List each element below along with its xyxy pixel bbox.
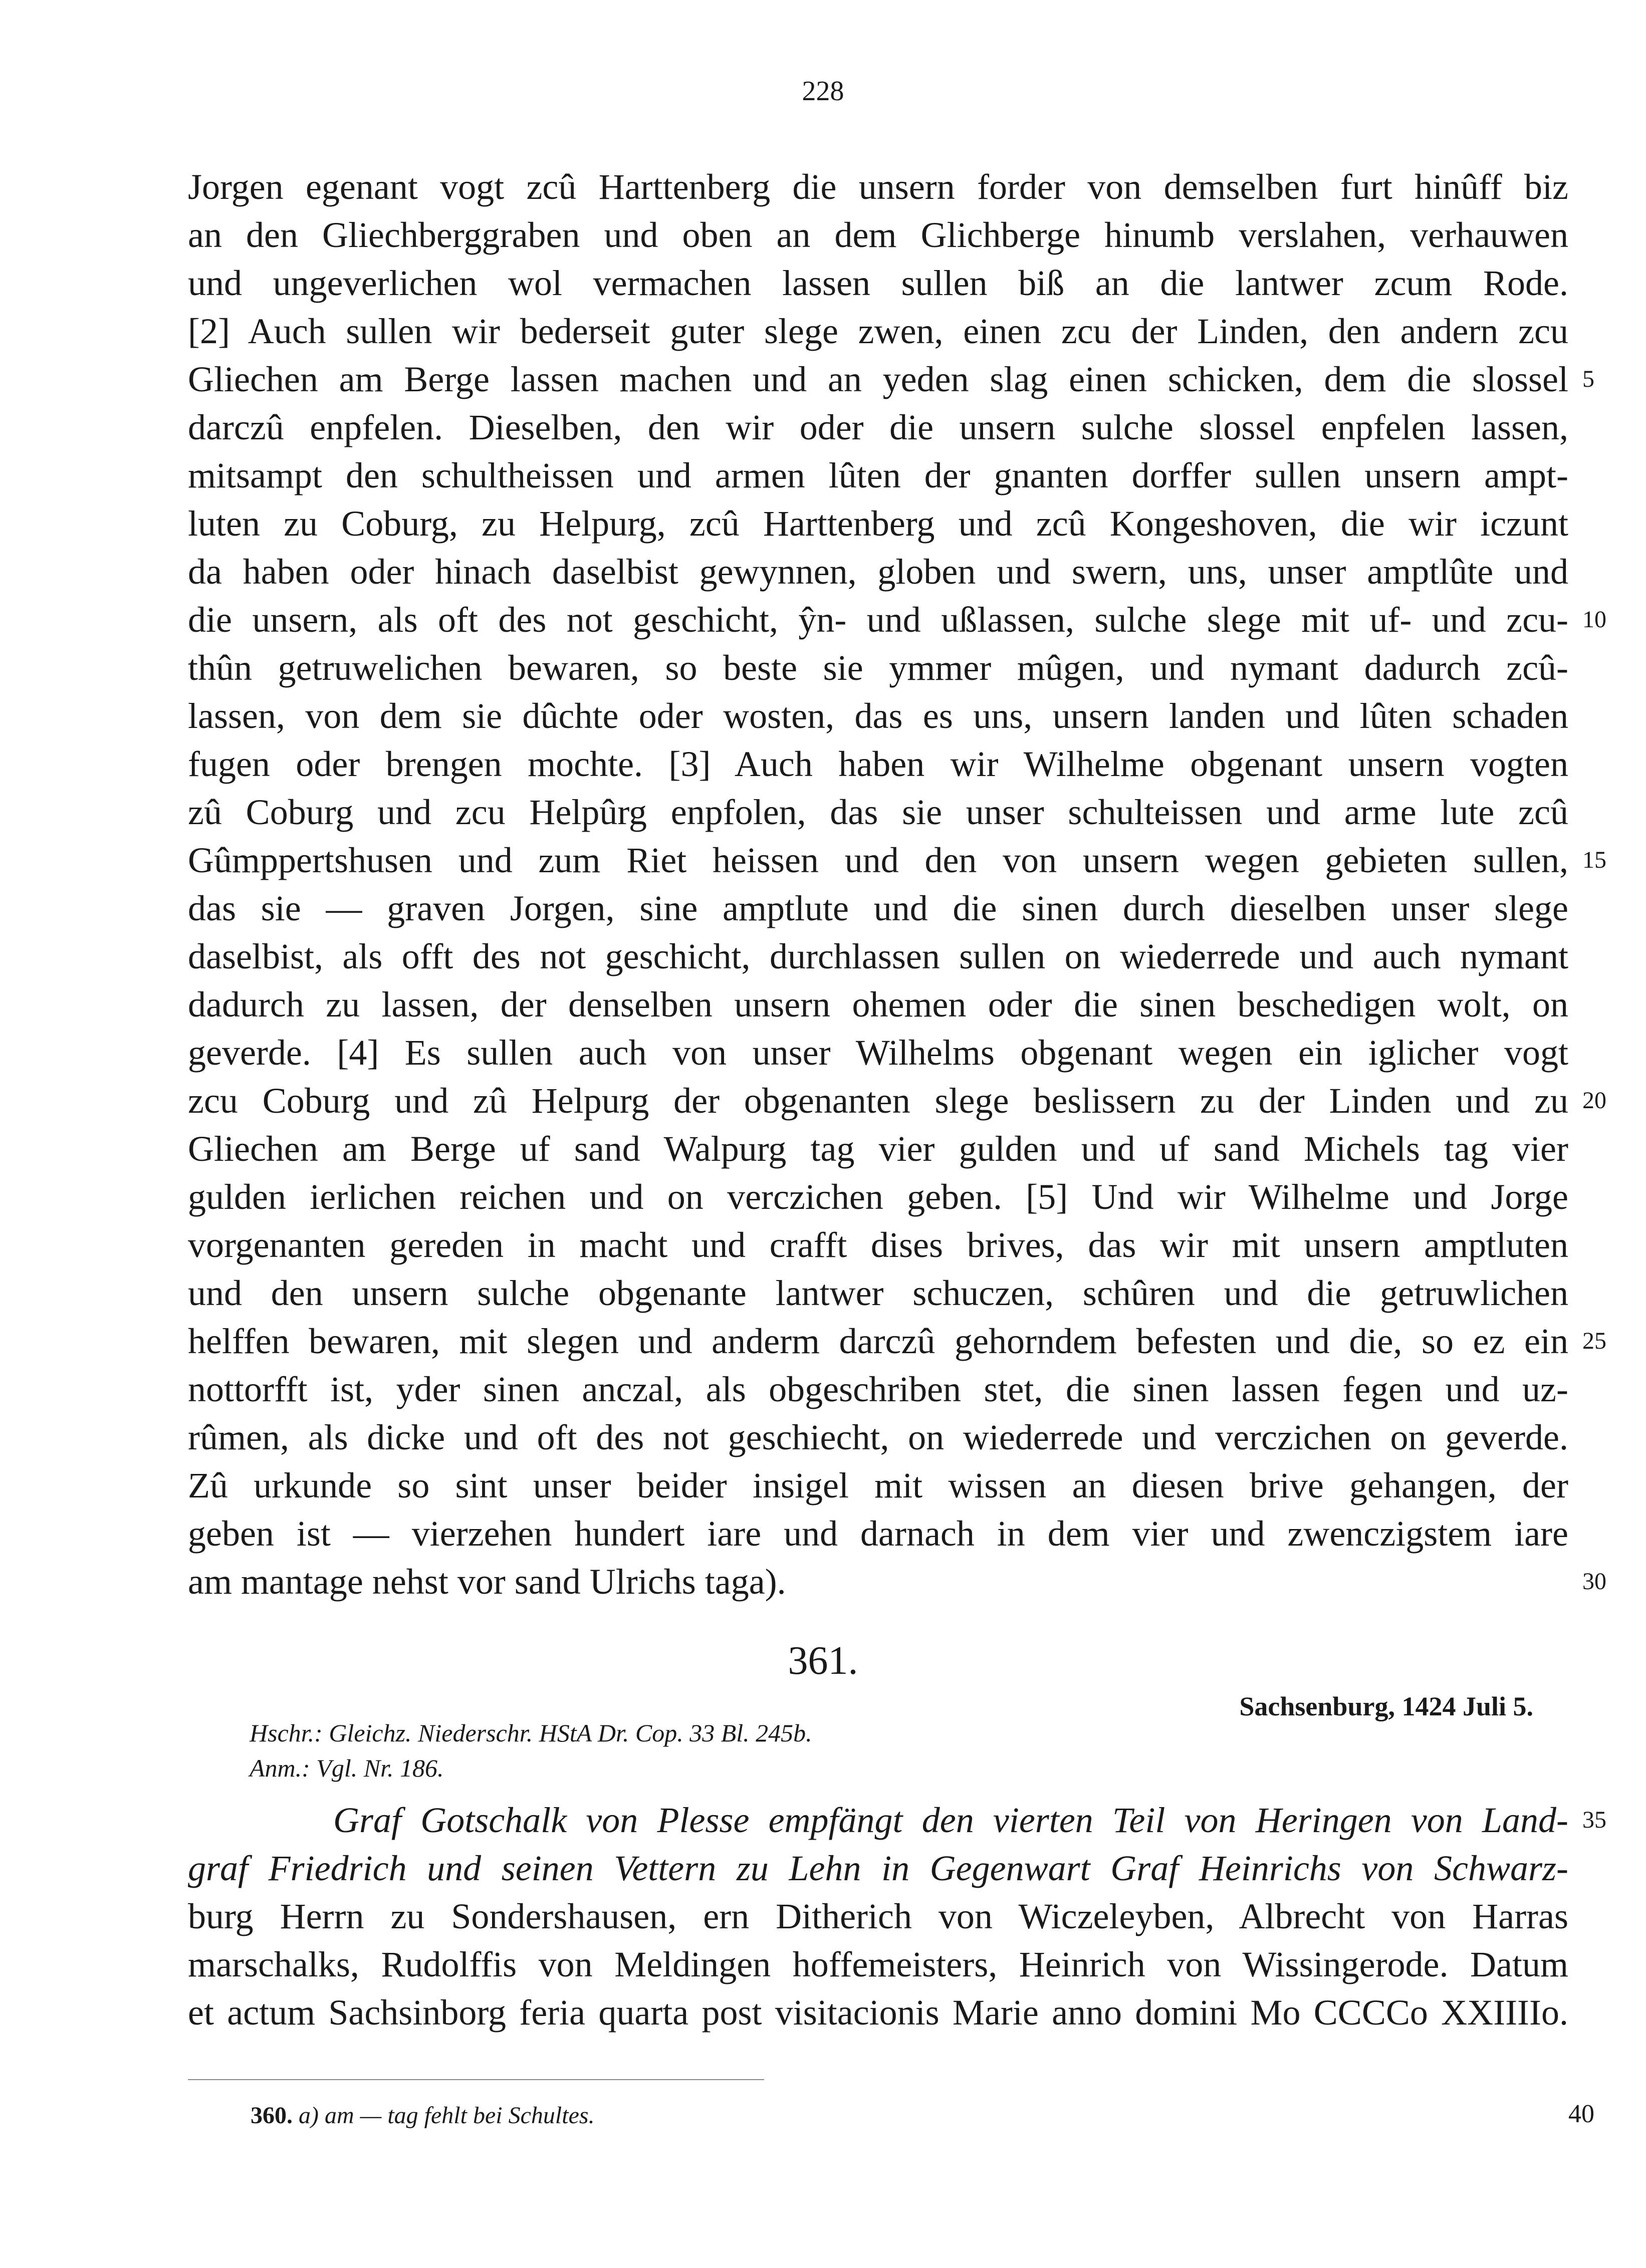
page-number: 228 — [802, 76, 844, 107]
text-line: luten zu Coburg, zu Helpurg, zcû Harttenberg und zcû Kongeshoven, die wir iczunt — [188, 503, 1568, 544]
text-line: zcu Coburg und zû Helpurg der obgenanten slege beslissern zu der Linden und zu — [188, 1081, 1568, 1121]
text-line: und den unsern sulche obgenante lantwer schuczen, schûren und die getruwlichen — [188, 1273, 1568, 1313]
text-line: Gliechen am Berge lassen machen und an yeden slag einen schicken, dem die slossel — [188, 359, 1568, 399]
text-line: Gliechen am Berge uf sand Walpurg tag vier gulden und uf sand Michels tag vier — [188, 1129, 1568, 1169]
footnote-rule — [188, 2079, 764, 2080]
text-line: geben ist — vierzehen hundert iare und darnach in dem vier und zwenczigstem iare — [188, 1514, 1568, 1554]
regest-line: marschalks, Rudolffis von Meldingen hoffemeisters, Heinrich von Wissingerode. Datum — [188, 1944, 1568, 1984]
place-date: Sachsenburg, 1424 Juli 5. — [1239, 1691, 1533, 1721]
footnote — [251, 2102, 595, 2129]
line-number: 35 — [1582, 1807, 1606, 1833]
line-number: 20 — [1582, 1087, 1606, 1114]
regest-line: et actum Sachsinborg feria quarta post visitacionis Marie anno domini Mo CCCCo XXIIIIo. — [188, 1992, 1568, 2033]
text-line: lassen, von dem sie dûchte oder wosten, das es uns, unsern landen und lûten schaden — [188, 696, 1568, 736]
text-line: geverde. [4] Es sullen auch von unser Wilhelms obgenant wegen ein iglicher vogt — [188, 1033, 1568, 1073]
text-line: und ungeverlichen wol vermachen lassen sullen biß an die lantwer zcum Rode. — [188, 263, 1568, 303]
text-line: das sie — graven Jorgen, sine amptlute und die sinen durch dieselben unser slege — [188, 888, 1568, 928]
remark-note: Anm.: Vgl. Nr. 186. — [250, 1754, 444, 1782]
text-line: darczû enpfelen. Dieselben, den wir oder die unsern sulche slossel enpfelen lassen, — [188, 407, 1568, 447]
regest-line: Graf Gotschalk von Plesse empfängt den vierten Teil von Heringen von Land- — [333, 1800, 1568, 1840]
line-number: 10 — [1582, 606, 1606, 633]
text-line: daselbist, als offt des not geschicht, durchlassen sullen on wiederrede und auch nymant — [188, 936, 1568, 976]
regest-line: burg Herrn zu Sondershausen, ern Ditherich von Wiczeleyben, Albrecht von Harras — [188, 1896, 1568, 1936]
text-line: fugen oder brengen mochte. [3] Auch haben wir Wilhelme obgenant unsern vogten — [188, 744, 1568, 784]
text-line: Jorgen egenant vogt zcû Harttenberg die unsern forder von demselben furt hinûff biz — [188, 167, 1568, 207]
line-number: 25 — [1582, 1328, 1606, 1354]
text-line: [2] Auch sullen wir bederseit guter slege zwen, einen zcu der Linden, den andern zcu — [188, 311, 1568, 351]
line-number: 15 — [1582, 847, 1606, 873]
text-line: vorgenanten gereden in macht und crafft dises brives, das wir mit unsern amptluten — [188, 1225, 1568, 1265]
text-line: nottorfft ist, yder sinen anczal, als obgeschriben stet, die sinen lassen fegen und uz- — [188, 1369, 1568, 1409]
source-note: Hschr.: Gleichz. Niederschr. HStA Dr. Cop. 33 Bl. 245b. — [250, 1719, 812, 1747]
text-line: an den Gliechberggraben und oben an dem Glichberge hinumb verslahen, verhauwen — [188, 215, 1568, 255]
text-line: Zû urkunde so sint unser beider insigel mit wissen an diesen brive gehangen, der — [188, 1465, 1568, 1505]
text-line: zû Coburg und zcu Helpûrg enpfolen, das sie unser schulteissen und arme lute zcû — [188, 792, 1568, 832]
footnote-marker: 360. — [251, 2102, 293, 2129]
text-line: rûmen, als dicke und oft des not geschiecht, on wiederrede und verczichen on geverde. — [188, 1417, 1568, 1457]
footnote-line-number: 40 — [1568, 2100, 1594, 2128]
text-line: am mantage nehst vor sand Ulrichs taga). — [188, 1562, 786, 1602]
text-line: thûn getruwelichen bewaren, so beste sie ymmer mûgen, und nymant dadurch zcû- — [188, 648, 1568, 688]
regest-line: graf Friedrich und seinen Vettern zu Lehn in Gegenwart Graf Heinrichs von Schwarz- — [188, 1848, 1568, 1888]
line-number: 30 — [1582, 1568, 1606, 1595]
line-number: 5 — [1582, 366, 1594, 392]
text-line: helffen bewaren, mit slegen und anderm darczû gehorndem befesten und die, so ez ein — [188, 1321, 1568, 1361]
document-number: 361. — [788, 1639, 858, 1683]
text-line: da haben oder hinach daselbist gewynnen, globen und swern, uns, unser amptlûte und — [188, 552, 1568, 592]
text-line: dadurch zu lassen, der denselben unsern ohemen oder die sinen beschedigen wolt, on — [188, 984, 1568, 1025]
text-line: die unsern, als oft des not geschicht, ŷn- und ußlassen, sulche slege mit uf- und zcu- — [188, 600, 1568, 640]
text-line: mitsampt den schultheissen und armen lûten der gnanten dorffer sullen unsern ampt- — [188, 455, 1568, 495]
footnote-text: a) am — tag fehlt bei Schultes. — [299, 2102, 595, 2129]
text-line: gulden ierlichen reichen und on verczichen geben. [5] Und wir Wilhelme und Jorge — [188, 1177, 1568, 1217]
text-line: Gûmppertshusen und zum Riet heissen und den von unsern wegen gebieten sullen, — [188, 840, 1568, 880]
